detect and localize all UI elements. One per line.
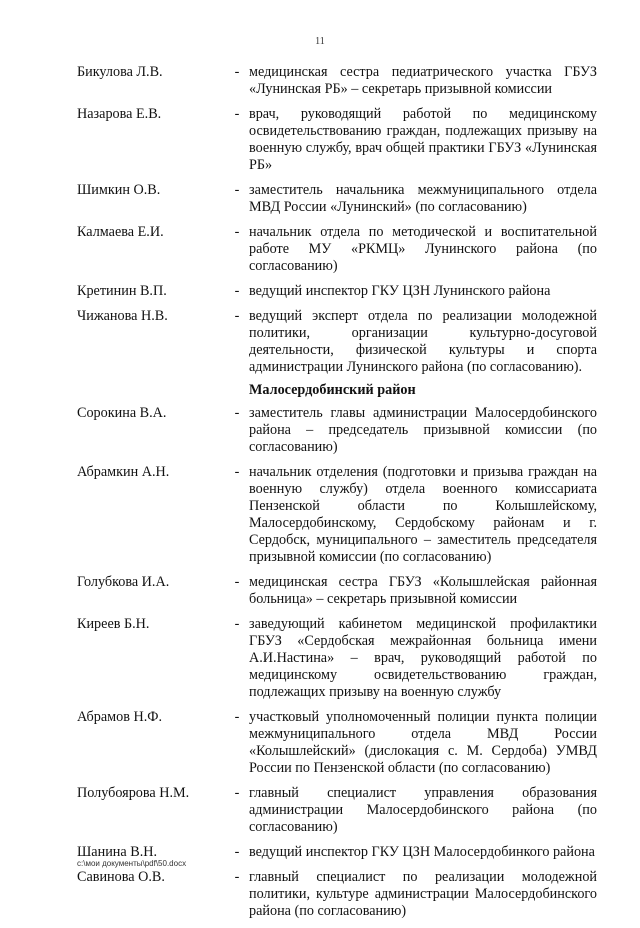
dash-separator: - — [234, 844, 240, 860]
dash-separator: - — [234, 785, 240, 801]
member-name: Кретинин В.П. — [77, 283, 167, 299]
dash-separator: - — [234, 869, 240, 885]
committee-member-row — [77, 106, 597, 174]
committee-member-row — [77, 869, 597, 920]
member-name: Полубоярова Н.М. — [77, 785, 190, 801]
member-position: начальник отделения (подготовки и призыва граждан на военную службу) отдела военного комиссариата Пензенской области по Колышлейскому, Малосердобинскому, Сердобскому районам и г. Сердобск, муниципального – заместитель председателя призывной комиссии (по согласованию) — [249, 464, 597, 565]
member-name: Чижанова Н.В. — [77, 308, 168, 324]
member-name: Сорокина В.А. — [77, 405, 167, 421]
member-position: заместитель главы администрации Малосердобинского района – председатель призывной комиссии (по согласованию) — [249, 405, 597, 455]
committee-member-row — [77, 182, 597, 216]
member-position: главный специалист по реализации молодежной политики, культуре администрации Малосердобинского района (по согласованию) — [249, 869, 597, 919]
dash-separator: - — [234, 283, 240, 299]
committee-member-row — [77, 64, 597, 98]
dash-separator: - — [234, 182, 240, 198]
member-position: заместитель начальника межмуниципального отдела МВД России «Лунинский» (по согласованию) — [249, 182, 597, 215]
dash-separator: - — [234, 64, 240, 80]
committee-member-row — [77, 574, 597, 608]
committee-member-row — [77, 709, 597, 777]
dash-separator: - — [234, 574, 240, 590]
committee-list-malaya-serdoba — [77, 405, 597, 920]
member-name: Абрамов Н.Ф. — [77, 709, 162, 725]
member-position: главный специалист управления образования администрации Малосердобинского района (по согласованию) — [249, 785, 597, 835]
member-name: Киреев Б.Н. — [77, 616, 150, 632]
member-position: медицинская сестра педиатрического участка ГБУЗ «Лунинская РБ» – секретарь призывной комиссии — [249, 64, 597, 97]
dash-separator: - — [234, 224, 240, 240]
member-name: Савинова О.В. — [77, 869, 165, 885]
member-position: врач, руководящий работой по медицинскому освидетельствованию граждан, подлежащих призыву на военную службу, врач общей практики ГБУЗ «Лунинская РБ» — [249, 106, 597, 173]
committee-member-row — [77, 224, 597, 275]
dash-separator: - — [234, 308, 240, 324]
committee-member-row — [77, 464, 597, 566]
page-number: 11 — [315, 36, 325, 47]
member-name: Шанина В.Н. — [77, 844, 158, 860]
member-position: ведущий эксперт отдела по реализации молодежной политики, организации культурно-досуговой деятельности, физической культуры и спорта администрации Лунинского района (по согласованию). — [249, 308, 597, 375]
committee-list — [77, 64, 597, 928]
dash-separator: - — [234, 405, 240, 421]
dash-separator: - — [234, 616, 240, 632]
dash-separator: - — [234, 464, 240, 480]
member-name: Назарова Е.В. — [77, 106, 162, 122]
member-position: заведующий кабинетом медицинской профилактики ГБУЗ «Сердобская межрайонная больница имени А.И.Настина» – врач, руководящий работой по медицинскому освидетельствованию граждан, подлежащих призыву на военную службу — [249, 616, 597, 700]
member-name: Абрамкин А.Н. — [77, 464, 170, 480]
committee-list-lunino — [77, 64, 597, 376]
member-position: начальник отдела по методической и воспитательной работе МУ «РКМЦ» Лунинского района (по согласованию) — [249, 224, 597, 274]
section-heading: Малосердобинский район — [249, 382, 416, 398]
member-position: ведущий инспектор ГКУ ЦЗН Малосердобинкого района — [249, 844, 595, 860]
committee-member-row — [77, 308, 597, 376]
dash-separator: - — [234, 106, 240, 122]
member-name: Шимкин О.В. — [77, 182, 161, 198]
member-name: Бикулова Л.В. — [77, 64, 163, 80]
dash-separator: - — [234, 709, 240, 725]
file-path-footer: c:\мои документы\pdf\50.docx — [77, 859, 187, 868]
member-name: Голубкова И.А. — [77, 574, 170, 590]
member-position: участковый уполномоченный полиции пункта полиции межмуниципального отдела МВД России «Колышлейский» (дислокация с. М. Сердоба) УМВД России по Пензенской области (по согласованию) — [249, 709, 597, 776]
committee-member-row — [77, 616, 597, 701]
committee-member-row — [77, 283, 597, 300]
member-position: медицинская сестра ГБУЗ «Колышлейская районная больница» – секретарь призывной комиссии — [249, 574, 597, 607]
committee-member-row — [77, 785, 597, 836]
member-name: Калмаева Е.И. — [77, 224, 164, 240]
member-position: ведущий инспектор ГКУ ЦЗН Лунинского района — [249, 283, 551, 299]
committee-member-row — [77, 405, 597, 456]
